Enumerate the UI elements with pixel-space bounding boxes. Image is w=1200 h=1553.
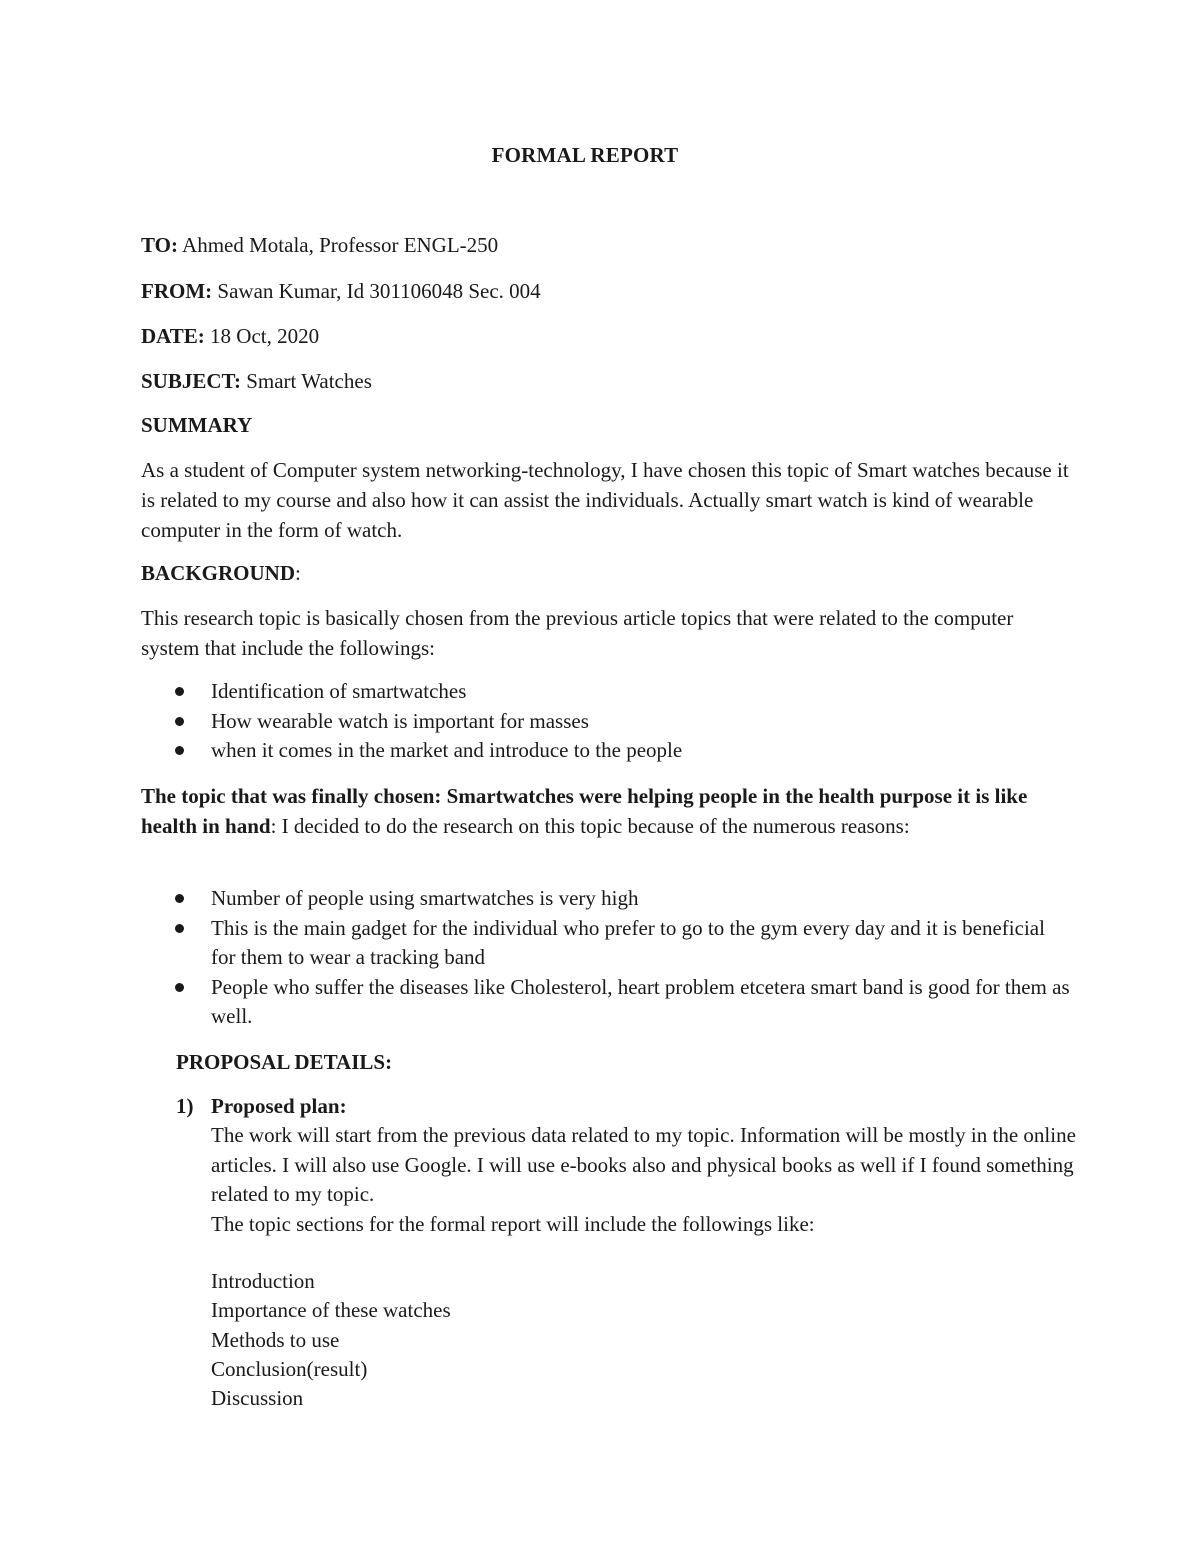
plan-paragraph: The work will start from the previous data related to my topic. Information will be mostly in the online articles. I will also use Google. I will use e-books also and physical books as well if I found something related to my topic.: [211, 1123, 1076, 1206]
list-item-text: This is the main gadget for the individual who prefer to go to the gym every day and it is beneficial for them to wear a tracking band: [211, 915, 1045, 969]
topic-paragraph: [141, 781, 1071, 841]
list-item: [141, 736, 1071, 766]
summary-text: [141, 455, 1071, 545]
list-item: Discussion: [211, 1386, 304, 1411]
bullet-icon: [175, 983, 184, 992]
topic-bullet-list: [141, 884, 1071, 1032]
memo-to-value: Ahmed Motala, Professor ENGL-250: [177, 233, 499, 257]
item-number: 1): [176, 1094, 194, 1118]
list-item: [141, 707, 1071, 737]
bullet-icon: [175, 746, 184, 755]
memo-from-label: FROM:: [141, 279, 213, 303]
memo-from-value: Sawan Kumar, Id 301106048 Sec. 004: [212, 279, 541, 303]
list-item: Importance of these watches: [211, 1298, 451, 1323]
memo-subject: [141, 366, 372, 396]
background-intro-paragraph: This research topic is basically chosen from the previous article topics that were related to the computer system that include the followings:: [141, 606, 1014, 660]
memo-subject-value: Smart Watches: [240, 369, 372, 393]
background-bullet-list: [141, 677, 1071, 766]
list-item: Conclusion(result): [211, 1356, 368, 1381]
bullet-icon: [175, 717, 184, 726]
topic-bold-text: The topic that was finally chosen: Smartwatches were helping people in the health purpose it is like health in hand: [141, 784, 1028, 838]
sections-intro: The topic sections for the formal report will include the followings like:: [211, 1211, 815, 1236]
memo-subject-label: SUBJECT:: [141, 369, 241, 393]
topic-text: [141, 781, 1071, 841]
memo-to: [141, 230, 498, 260]
memo-date-label: DATE:: [141, 324, 205, 348]
bullet-icon: [175, 894, 184, 903]
proposed-plan-body: [211, 1121, 1081, 1239]
summary-paragraph: As a student of Computer system networking-technology, I have chosen this topic of Smart watches because it is related to my course and also how it can assist the individuals. Actually smart watch is kind of wearable computer in the form of watch.: [141, 458, 1069, 542]
list-item: [141, 973, 1071, 1032]
memo-from: [141, 276, 541, 306]
list-item-text: How wearable watch is important for masses: [211, 708, 589, 733]
list-item: [141, 677, 1071, 707]
list-item-text: People who suffer the diseases like Cholesterol, heart problem etcetera smart band is good for them as well.: [211, 974, 1070, 1028]
memo-date: [141, 321, 319, 351]
report-sections-list: [211, 1267, 451, 1413]
topic-rest-text: : I decided to do the research on this topic because of the numerous reasons:: [270, 814, 910, 838]
list-item-text: Identification of smartwatches: [211, 679, 467, 703]
report-title: FORMAL REPORT: [491, 143, 679, 167]
proposal-heading: PROPOSAL DETAILS:: [176, 1050, 393, 1074]
list-item: Methods to use: [211, 1327, 340, 1352]
summary-heading: SUMMARY: [141, 413, 253, 437]
background-heading: [141, 558, 301, 588]
background-heading-text: BACKGROUND: [141, 561, 296, 585]
list-item: [141, 884, 1071, 914]
background-intro: [141, 603, 1071, 663]
list-item: Introduction: [211, 1269, 315, 1293]
bullet-icon: [175, 924, 184, 933]
list-item: [141, 914, 1071, 973]
proposed-plan-heading: [176, 1091, 347, 1121]
memo-to-label: TO:: [141, 233, 178, 257]
item-heading: Proposed plan:: [211, 1094, 347, 1118]
bullet-icon: [175, 687, 184, 696]
list-item-text: Number of people using smartwatches is very high: [211, 886, 639, 910]
memo-date-value: 18 Oct, 2020: [204, 324, 320, 348]
background-heading-suffix: :: [295, 561, 301, 585]
list-item-text: when it comes in the market and introduce to the people: [211, 738, 683, 762]
